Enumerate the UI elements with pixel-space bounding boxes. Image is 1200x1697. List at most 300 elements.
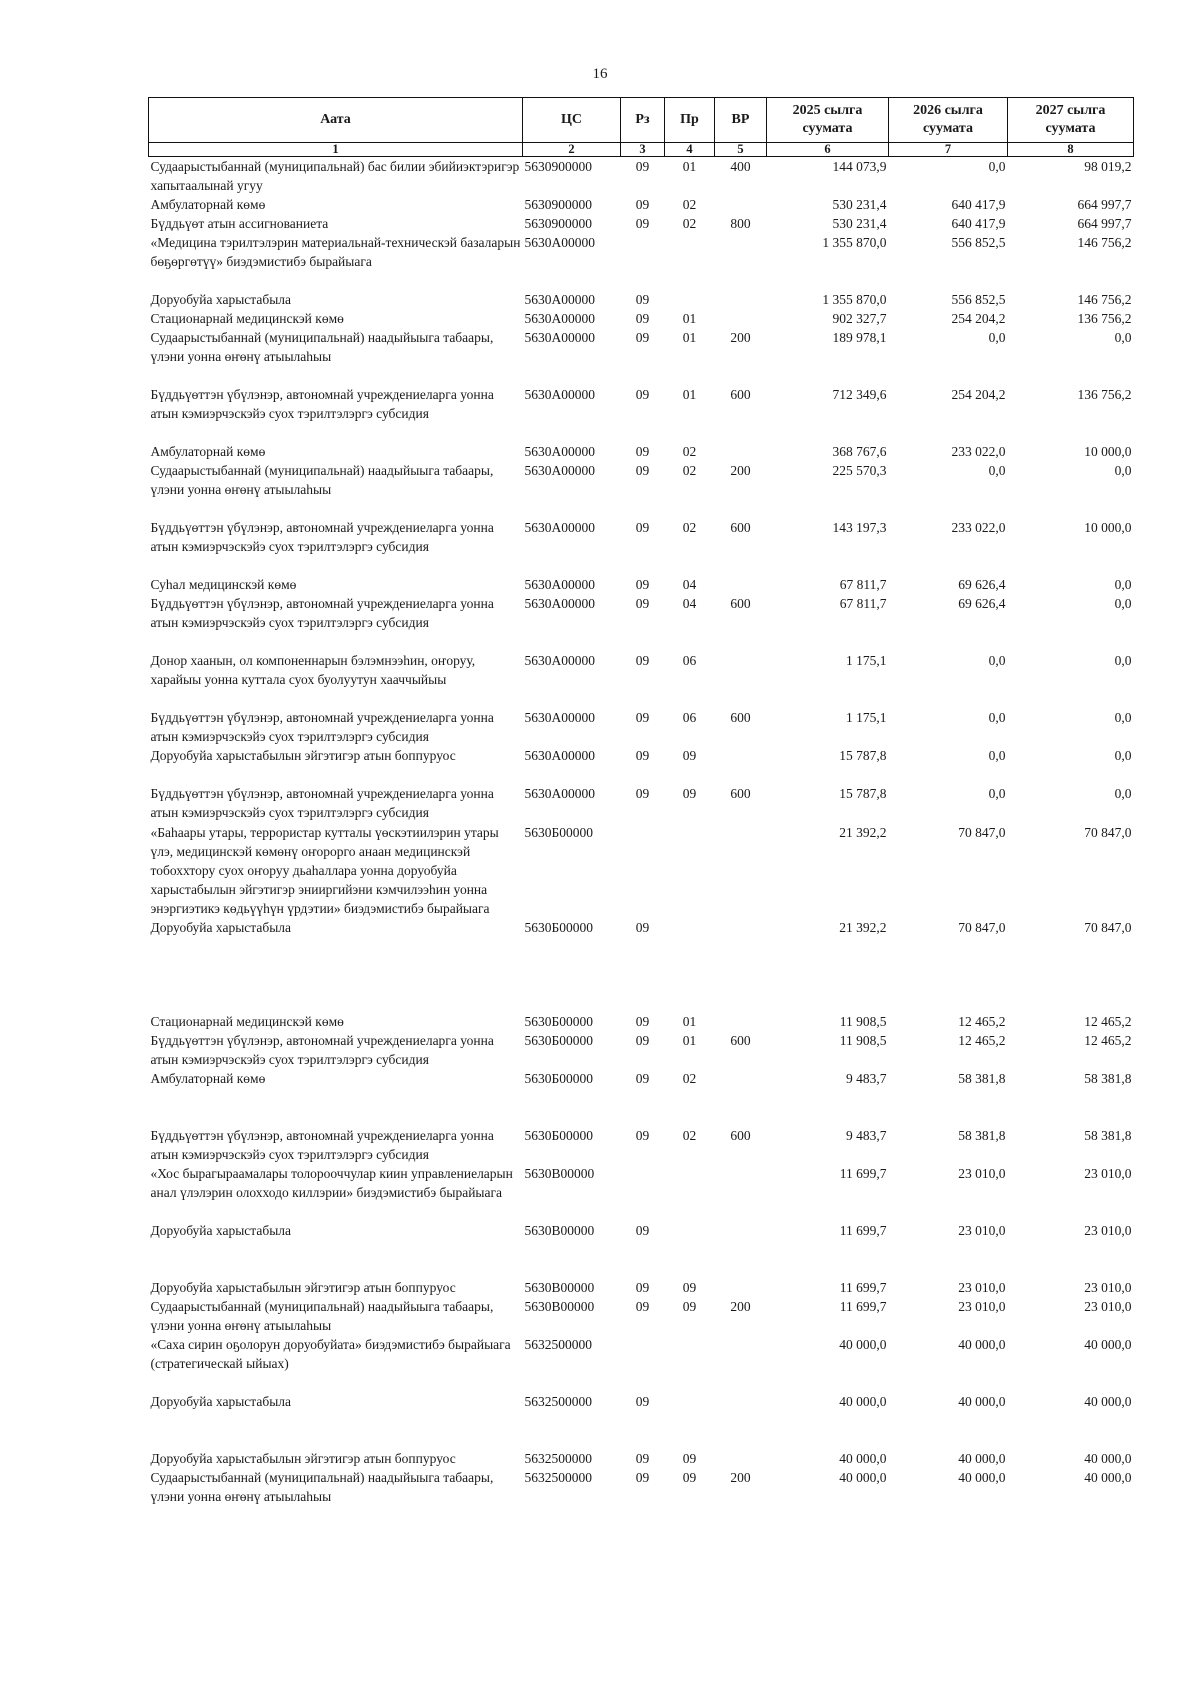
header-cs: ЦС bbox=[523, 98, 621, 143]
header-2025: 2025 сылга суумата bbox=[767, 98, 889, 143]
table-row bbox=[149, 823, 1134, 918]
table-row bbox=[149, 157, 1134, 196]
row-rz: 09 bbox=[635, 1014, 650, 1029]
row-vr: 600 bbox=[730, 520, 751, 535]
row-cs: 5630Б00000 bbox=[524, 825, 594, 840]
table-row bbox=[149, 651, 1134, 708]
row-value-2026: 70 847,0 bbox=[958, 825, 1006, 840]
row-cs: 5630В00000 bbox=[524, 1299, 595, 1314]
row-vr: 600 bbox=[730, 1128, 751, 1143]
row-vr bbox=[715, 1221, 767, 1278]
row-rz: 09 bbox=[635, 596, 650, 611]
row-name: Судаарыстыбаннай (муниципальнай) наадыйыыга табаары, үлэни уонна өҥөнү атыылаһыы bbox=[150, 1299, 494, 1333]
row-pr bbox=[665, 918, 715, 1012]
row-value-2027: 0,0 bbox=[1114, 653, 1132, 668]
row-cs: 5630А00000 bbox=[524, 292, 595, 307]
row-vr: 600 bbox=[730, 1033, 751, 1048]
table-row bbox=[149, 461, 1134, 518]
row-name: Бүддьүөттэн үбүлэнэр, автономнай учреждениеларга уонна атын кэмиэрчэскэйэ суох тэрилтэлэргэ субсидия bbox=[150, 1033, 494, 1067]
row-value-2027: 40 000,0 bbox=[1084, 1337, 1132, 1352]
row-value-2026: 23 010,0 bbox=[958, 1280, 1006, 1295]
table-header-row bbox=[149, 98, 1134, 143]
row-pr: 02 bbox=[682, 520, 697, 535]
row-vr: 600 bbox=[730, 786, 751, 801]
row-name: «Медицина тэрилтэлэрин материальнай-техническэй базаларын бөҕөргөтүү» биэдэмистибэ бырайыага bbox=[150, 235, 521, 269]
row-vr: 200 bbox=[730, 463, 751, 478]
row-value-2025: 530 231,4 bbox=[832, 197, 887, 212]
row-pr bbox=[665, 1392, 715, 1449]
row-pr bbox=[665, 290, 715, 309]
row-value-2027: 146 756,2 bbox=[1077, 235, 1132, 250]
row-vr bbox=[715, 1069, 767, 1126]
row-name: Доруобуйа харыстабылын эйгэтигэр атын боппуруос bbox=[150, 1280, 456, 1295]
row-name: Судаарыстыбаннай (муниципальнай) наадыйыыга табаары, үлэни уонна өҥөнү атыылаһыы bbox=[150, 463, 494, 497]
row-rz: 09 bbox=[635, 748, 650, 763]
row-pr: 06 bbox=[682, 710, 697, 725]
row-value-2027: 23 010,0 bbox=[1084, 1166, 1132, 1181]
row-name: Бүддьүөттэн үбүлэнэр, автономнай учреждениеларга уонна атын кэмиэрчэскэйэ суох тэрилтэлэргэ субсидия bbox=[150, 387, 494, 421]
row-value-2026: 23 010,0 bbox=[958, 1299, 1006, 1314]
row-value-2025: 9 483,7 bbox=[846, 1071, 887, 1086]
table-row bbox=[149, 1468, 1134, 1506]
row-name: Доруобуйа харыстабыла bbox=[150, 292, 291, 307]
row-pr: 09 bbox=[682, 1280, 697, 1295]
row-value-2027: 136 756,2 bbox=[1077, 311, 1132, 326]
row-rz: 09 bbox=[635, 330, 650, 345]
row-value-2027: 146 756,2 bbox=[1077, 292, 1132, 307]
row-rz: 09 bbox=[635, 159, 650, 174]
row-rz: 09 bbox=[635, 520, 650, 535]
row-pr: 09 bbox=[682, 748, 697, 763]
row-vr bbox=[715, 1278, 767, 1297]
row-name: Судаарыстыбаннай (муниципальнай) наадыйыыга табаары, үлэни уонна өҥөнү атыылаһыы bbox=[150, 1470, 494, 1504]
row-pr: 01 bbox=[682, 1014, 697, 1029]
row-name: Судаарыстыбаннай (муниципальнай) наадыйыыга табаары, үлэни уонна өҥөнү атыылаһыы bbox=[150, 330, 494, 364]
row-value-2025: 40 000,0 bbox=[839, 1451, 887, 1466]
row-pr: 06 bbox=[682, 653, 697, 668]
row-value-2026: 0,0 bbox=[988, 463, 1006, 478]
row-value-2027: 0,0 bbox=[1114, 786, 1132, 801]
row-value-2025: 1 355 870,0 bbox=[822, 292, 887, 307]
row-value-2026: 70 847,0 bbox=[958, 920, 1006, 935]
row-value-2027: 40 000,0 bbox=[1084, 1394, 1132, 1409]
row-cs: 5630А00000 bbox=[524, 653, 595, 668]
row-value-2025: 11 699,7 bbox=[839, 1280, 887, 1295]
row-value-2027: 23 010,0 bbox=[1084, 1223, 1132, 1238]
table-row bbox=[149, 746, 1134, 784]
row-pr bbox=[665, 1335, 715, 1392]
row-pr: 02 bbox=[682, 444, 697, 459]
row-rz: 09 bbox=[635, 1470, 650, 1485]
row-pr: 02 bbox=[682, 1128, 697, 1143]
row-value-2025: 40 000,0 bbox=[839, 1337, 887, 1352]
row-value-2026: 12 465,2 bbox=[958, 1033, 1006, 1048]
table-row bbox=[149, 518, 1134, 575]
row-cs: 5630А00000 bbox=[524, 748, 595, 763]
row-pr: 01 bbox=[682, 387, 697, 402]
row-value-2026: 254 204,2 bbox=[951, 387, 1006, 402]
row-value-2027: 12 465,2 bbox=[1084, 1014, 1132, 1029]
row-vr: 600 bbox=[730, 710, 751, 725]
row-cs: 5630Б00000 bbox=[524, 1033, 594, 1048]
row-value-2026: 233 022,0 bbox=[951, 444, 1006, 459]
row-name: Доруобуйа харыстабылын эйгэтигэр атын боппуруос bbox=[150, 748, 456, 763]
row-value-2025: 143 197,3 bbox=[832, 520, 887, 535]
table-row bbox=[149, 1069, 1134, 1126]
row-name: «Хос бырагыраамалары толорооччулар киин управлениеларын анал үлэлэрин олохходо киллэрии» биэдэмистибэ бырайыага bbox=[150, 1166, 513, 1200]
row-rz: 09 bbox=[635, 463, 650, 478]
row-cs: 5630В00000 bbox=[524, 1223, 595, 1238]
table-row bbox=[149, 918, 1134, 1012]
table-row bbox=[149, 1335, 1134, 1392]
row-name: Бүддьүөттэн үбүлэнэр, автономнай учреждениеларга уонна атын кэмиэрчэскэйэ суох тэрилтэлэргэ субсидия bbox=[150, 596, 494, 630]
row-pr: 02 bbox=[682, 1071, 697, 1086]
row-cs: 5630А00000 bbox=[524, 577, 595, 592]
header-2027: 2027 сылга суумата bbox=[1008, 98, 1134, 143]
row-rz: 09 bbox=[635, 710, 650, 725]
row-name: Бүддьүөт атын ассигнованиета bbox=[150, 216, 329, 231]
row-pr bbox=[665, 823, 715, 918]
row-value-2027: 136 756,2 bbox=[1077, 387, 1132, 402]
row-value-2025: 11 908,5 bbox=[839, 1014, 887, 1029]
row-value-2026: 0,0 bbox=[988, 330, 1006, 345]
row-value-2025: 712 349,6 bbox=[832, 387, 887, 402]
row-rz: 09 bbox=[635, 444, 650, 459]
row-cs: 5630А00000 bbox=[524, 463, 595, 478]
row-vr bbox=[715, 1164, 767, 1221]
row-value-2025: 1 175,1 bbox=[846, 710, 887, 725]
row-value-2025: 40 000,0 bbox=[839, 1394, 887, 1409]
row-value-2025: 144 073,9 bbox=[832, 159, 887, 174]
table-row bbox=[149, 1012, 1134, 1031]
row-pr: 04 bbox=[682, 577, 697, 592]
row-cs: 5630А00000 bbox=[524, 235, 595, 250]
row-value-2026: 23 010,0 bbox=[958, 1223, 1006, 1238]
row-rz: 09 bbox=[635, 1223, 650, 1238]
row-value-2026: 640 417,9 bbox=[951, 197, 1006, 212]
row-value-2027: 40 000,0 bbox=[1084, 1451, 1132, 1466]
row-cs: 5630А00000 bbox=[524, 311, 595, 326]
header-name: Аата bbox=[149, 98, 523, 143]
row-cs: 5630Б00000 bbox=[524, 920, 594, 935]
row-vr bbox=[715, 651, 767, 708]
row-vr bbox=[715, 1449, 767, 1468]
row-vr bbox=[715, 1012, 767, 1031]
row-value-2026: 40 000,0 bbox=[958, 1451, 1006, 1466]
row-value-2025: 9 483,7 bbox=[846, 1128, 887, 1143]
row-pr: 02 bbox=[682, 216, 697, 231]
row-cs: 5630А00000 bbox=[524, 710, 595, 725]
row-vr bbox=[715, 1335, 767, 1392]
row-value-2026: 58 381,8 bbox=[958, 1128, 1006, 1143]
row-name: Амбулаторнай көмө bbox=[150, 197, 266, 212]
row-value-2025: 15 787,8 bbox=[839, 786, 887, 801]
row-rz: 09 bbox=[635, 311, 650, 326]
row-value-2026: 0,0 bbox=[988, 748, 1006, 763]
row-name: Бүддьүөттэн үбүлэнэр, автономнай учреждениеларга уонна атын кэмиэрчэскэйэ суох тэрилтэлэргэ субсидия bbox=[150, 710, 494, 744]
row-vr bbox=[715, 918, 767, 1012]
row-vr bbox=[715, 442, 767, 461]
row-value-2025: 1 355 870,0 bbox=[822, 235, 887, 250]
row-value-2026: 40 000,0 bbox=[958, 1470, 1006, 1485]
row-vr: 200 bbox=[730, 1470, 751, 1485]
row-value-2026: 12 465,2 bbox=[958, 1014, 1006, 1029]
row-name: Стационарнай медицинскэй көмө bbox=[150, 1014, 344, 1029]
column-number: 8 bbox=[1008, 143, 1134, 157]
row-name: Стационарнай медицинскэй көмө bbox=[150, 311, 344, 326]
row-cs: 5630А00000 bbox=[524, 444, 595, 459]
row-value-2025: 67 811,7 bbox=[839, 577, 887, 592]
row-value-2026: 0,0 bbox=[988, 710, 1006, 725]
row-value-2025: 368 767,6 bbox=[832, 444, 887, 459]
row-value-2027: 0,0 bbox=[1114, 577, 1132, 592]
row-cs: 5630А00000 bbox=[524, 330, 595, 345]
row-name: Доруобуйа харыстабыла bbox=[150, 1394, 291, 1409]
row-value-2025: 225 570,3 bbox=[832, 463, 887, 478]
row-value-2025: 15 787,8 bbox=[839, 748, 887, 763]
row-value-2025: 530 231,4 bbox=[832, 216, 887, 231]
row-value-2026: 0,0 bbox=[988, 786, 1006, 801]
row-name: «Саха сирин оҕолорун доруобуйата» биэдэмистибэ бырайыага (стратегическай ыйыах) bbox=[150, 1337, 511, 1371]
row-value-2027: 40 000,0 bbox=[1084, 1470, 1132, 1485]
row-pr: 09 bbox=[682, 786, 697, 801]
row-pr: 04 bbox=[682, 596, 697, 611]
row-value-2025: 11 699,7 bbox=[839, 1299, 887, 1314]
row-value-2027: 58 381,8 bbox=[1084, 1071, 1132, 1086]
table-row bbox=[149, 594, 1134, 651]
table-row bbox=[149, 309, 1134, 328]
column-numbers-row bbox=[149, 143, 1134, 157]
row-vr: 600 bbox=[730, 387, 751, 402]
page-number: 16 bbox=[592, 66, 608, 82]
row-value-2027: 0,0 bbox=[1114, 330, 1132, 345]
row-value-2027: 70 847,0 bbox=[1084, 920, 1132, 935]
column-number: 7 bbox=[889, 143, 1008, 157]
row-value-2025: 21 392,2 bbox=[839, 920, 887, 935]
header-vr: ВР bbox=[715, 98, 767, 143]
row-rz: 09 bbox=[635, 1280, 650, 1295]
row-name: «Баһаары утары, террористар кутталы үөскэтиилэрин утары үлэ, медицинскэй көмөнү оҥорорго анаан медицинскэй тобоххтору суох оҥоруу дьаһаллара уонна доруобуйа харыстабылын эйгэтигэр энииргийэни кэмчилээһин уонна энэргиэтикэ көдьүүһүн үрдэтии» биэдэмистибэ бырайыага bbox=[150, 825, 499, 916]
row-pr bbox=[665, 1221, 715, 1278]
row-name: Амбулаторнай көмө bbox=[150, 444, 266, 459]
header-rz: Рз bbox=[621, 98, 665, 143]
row-rz: 09 bbox=[635, 292, 650, 307]
row-value-2027: 0,0 bbox=[1114, 710, 1132, 725]
row-value-2025: 40 000,0 bbox=[839, 1470, 887, 1485]
budget-table bbox=[148, 97, 1134, 1506]
row-cs: 5632500000 bbox=[524, 1470, 592, 1485]
row-pr: 01 bbox=[682, 1033, 697, 1048]
row-cs: 5630В00000 bbox=[524, 1280, 595, 1295]
row-vr bbox=[715, 823, 767, 918]
row-vr bbox=[715, 290, 767, 309]
row-vr bbox=[715, 746, 767, 784]
row-value-2025: 21 392,2 bbox=[839, 825, 887, 840]
row-cs: 5630А00000 bbox=[524, 596, 595, 611]
row-value-2026: 254 204,2 bbox=[951, 311, 1006, 326]
row-vr: 400 bbox=[730, 159, 751, 174]
row-rz bbox=[621, 1164, 665, 1221]
row-cs: 5630В00000 bbox=[524, 1166, 595, 1181]
row-vr: 200 bbox=[730, 1299, 751, 1314]
row-rz: 09 bbox=[635, 1128, 650, 1143]
row-value-2026: 556 852,5 bbox=[951, 292, 1006, 307]
header-2026: 2026 сылга суумата bbox=[889, 98, 1008, 143]
row-cs: 5630А00000 bbox=[524, 786, 595, 801]
row-rz: 09 bbox=[635, 197, 650, 212]
row-cs: 5630А00000 bbox=[524, 387, 595, 402]
row-value-2027: 0,0 bbox=[1114, 463, 1132, 478]
row-rz bbox=[621, 1335, 665, 1392]
row-value-2027: 23 010,0 bbox=[1084, 1280, 1132, 1295]
row-cs: 5630900000 bbox=[524, 216, 592, 231]
row-pr: 09 bbox=[682, 1299, 697, 1314]
row-cs: 5632500000 bbox=[524, 1451, 592, 1466]
row-pr: 09 bbox=[682, 1470, 697, 1485]
row-value-2027: 23 010,0 bbox=[1084, 1299, 1132, 1314]
row-value-2025: 902 327,7 bbox=[832, 311, 887, 326]
row-rz: 09 bbox=[635, 920, 650, 935]
column-number: 1 bbox=[149, 143, 523, 157]
column-number: 3 bbox=[621, 143, 665, 157]
table-row bbox=[149, 1031, 1134, 1069]
row-rz: 09 bbox=[635, 1299, 650, 1314]
row-rz bbox=[621, 823, 665, 918]
table-row bbox=[149, 1164, 1134, 1221]
row-rz: 09 bbox=[635, 653, 650, 668]
row-vr bbox=[715, 575, 767, 594]
row-name: Донор хаанын, ол компоненнарын бэлэмнээһин, оҥоруу, харайыы уонна куттала суох буолуутун хааччыйыы bbox=[150, 653, 476, 687]
row-cs: 5630900000 bbox=[524, 159, 592, 174]
row-pr: 01 bbox=[682, 330, 697, 345]
table-row bbox=[149, 1449, 1134, 1468]
table-row bbox=[149, 784, 1134, 823]
row-rz: 09 bbox=[635, 577, 650, 592]
column-number: 2 bbox=[523, 143, 621, 157]
table-row bbox=[149, 214, 1134, 233]
row-value-2025: 11 908,5 bbox=[839, 1033, 887, 1048]
row-value-2026: 233 022,0 bbox=[951, 520, 1006, 535]
row-vr bbox=[715, 1392, 767, 1449]
row-value-2025: 11 699,7 bbox=[839, 1223, 887, 1238]
row-vr: 200 bbox=[730, 330, 751, 345]
table-row bbox=[149, 195, 1134, 214]
table-row bbox=[149, 328, 1134, 385]
row-name: Суһал медицинскэй көмө bbox=[150, 577, 297, 592]
row-cs: 5632500000 bbox=[524, 1394, 592, 1409]
row-pr bbox=[665, 233, 715, 290]
row-vr: 600 bbox=[730, 596, 751, 611]
table-body bbox=[149, 157, 1134, 1507]
row-cs: 5630А00000 bbox=[524, 520, 595, 535]
row-value-2027: 10 000,0 bbox=[1084, 444, 1132, 459]
row-name: Доруобуйа харыстабыла bbox=[150, 1223, 291, 1238]
table-row bbox=[149, 1278, 1134, 1297]
row-rz: 09 bbox=[635, 786, 650, 801]
row-cs: 5630900000 bbox=[524, 197, 592, 212]
row-cs: 5630Б00000 bbox=[524, 1014, 594, 1029]
header-pr: Пр bbox=[665, 98, 715, 143]
row-value-2026: 58 381,8 bbox=[958, 1071, 1006, 1086]
table-row bbox=[149, 1297, 1134, 1335]
row-value-2026: 640 417,9 bbox=[951, 216, 1006, 231]
row-value-2026: 23 010,0 bbox=[958, 1166, 1006, 1181]
row-value-2027: 12 465,2 bbox=[1084, 1033, 1132, 1048]
row-name: Бүддьүөттэн үбүлэнэр, автономнай учреждениеларга уонна атын кэмиэрчэскэйэ суох тэрилтэлэргэ субсидия bbox=[150, 1128, 494, 1162]
row-name: Доруобуйа харыстабыла bbox=[150, 920, 291, 935]
row-value-2026: 40 000,0 bbox=[958, 1337, 1006, 1352]
row-value-2027: 664 997,7 bbox=[1077, 216, 1132, 231]
row-rz bbox=[621, 233, 665, 290]
row-value-2025: 189 978,1 bbox=[832, 330, 887, 345]
row-rz: 09 bbox=[635, 1451, 650, 1466]
row-value-2026: 69 626,4 bbox=[958, 596, 1006, 611]
row-value-2025: 1 175,1 bbox=[846, 653, 887, 668]
row-value-2027: 98 019,2 bbox=[1084, 159, 1132, 174]
row-pr: 02 bbox=[682, 463, 697, 478]
row-pr: 01 bbox=[682, 159, 697, 174]
table-row bbox=[149, 575, 1134, 594]
row-value-2027: 0,0 bbox=[1114, 748, 1132, 763]
row-vr bbox=[715, 309, 767, 328]
row-value-2027: 10 000,0 bbox=[1084, 520, 1132, 535]
row-pr bbox=[665, 1164, 715, 1221]
row-vr: 800 bbox=[730, 216, 751, 231]
row-pr: 09 bbox=[682, 1451, 697, 1466]
row-value-2025: 67 811,7 bbox=[839, 596, 887, 611]
row-cs: 5630Б00000 bbox=[524, 1128, 594, 1143]
column-number: 4 bbox=[665, 143, 715, 157]
row-value-2026: 40 000,0 bbox=[958, 1394, 1006, 1409]
table-row bbox=[149, 385, 1134, 442]
row-value-2026: 0,0 bbox=[988, 653, 1006, 668]
column-number: 5 bbox=[715, 143, 767, 157]
row-name: Судаарыстыбаннай (муниципальнай) бас билии эбийиэктэригэр хапытаалынай угуу bbox=[150, 159, 520, 193]
table-row bbox=[149, 1126, 1134, 1164]
row-value-2027: 70 847,0 bbox=[1084, 825, 1132, 840]
row-vr bbox=[715, 195, 767, 214]
table-row bbox=[149, 1221, 1134, 1278]
table-row bbox=[149, 233, 1134, 290]
row-pr: 01 bbox=[682, 311, 697, 326]
row-rz: 09 bbox=[635, 216, 650, 231]
row-value-2027: 0,0 bbox=[1114, 596, 1132, 611]
row-name: Бүддьүөттэн үбүлэнэр, автономнай учреждениеларга уонна атын кэмиэрчэскэйэ суох тэрилтэлэргэ субсидия bbox=[150, 520, 494, 554]
table-row bbox=[149, 1392, 1134, 1449]
row-rz: 09 bbox=[635, 387, 650, 402]
row-value-2025: 11 699,7 bbox=[839, 1166, 887, 1181]
row-vr bbox=[715, 233, 767, 290]
row-rz: 09 bbox=[635, 1033, 650, 1048]
row-cs: 5630Б00000 bbox=[524, 1071, 594, 1086]
table-row bbox=[149, 442, 1134, 461]
row-pr: 02 bbox=[682, 197, 697, 212]
row-name: Бүддьүөттэн үбүлэнэр, автономнай учреждениеларга уонна атын кэмиэрчэскэйэ суох тэрилтэлэргэ субсидия bbox=[150, 786, 494, 820]
column-number: 6 bbox=[767, 143, 889, 157]
row-name: Доруобуйа харыстабылын эйгэтигэр атын боппуруос bbox=[150, 1451, 456, 1466]
row-value-2027: 58 381,8 bbox=[1084, 1128, 1132, 1143]
row-cs: 5632500000 bbox=[524, 1337, 592, 1352]
row-value-2026: 69 626,4 bbox=[958, 577, 1006, 592]
row-value-2026: 556 852,5 bbox=[951, 235, 1006, 250]
table-row bbox=[149, 708, 1134, 746]
row-rz: 09 bbox=[635, 1394, 650, 1409]
row-value-2026: 0,0 bbox=[988, 159, 1006, 174]
row-rz: 09 bbox=[635, 1071, 650, 1086]
table-row bbox=[149, 290, 1134, 309]
row-name: Амбулаторнай көмө bbox=[150, 1071, 266, 1086]
row-value-2027: 664 997,7 bbox=[1077, 197, 1132, 212]
